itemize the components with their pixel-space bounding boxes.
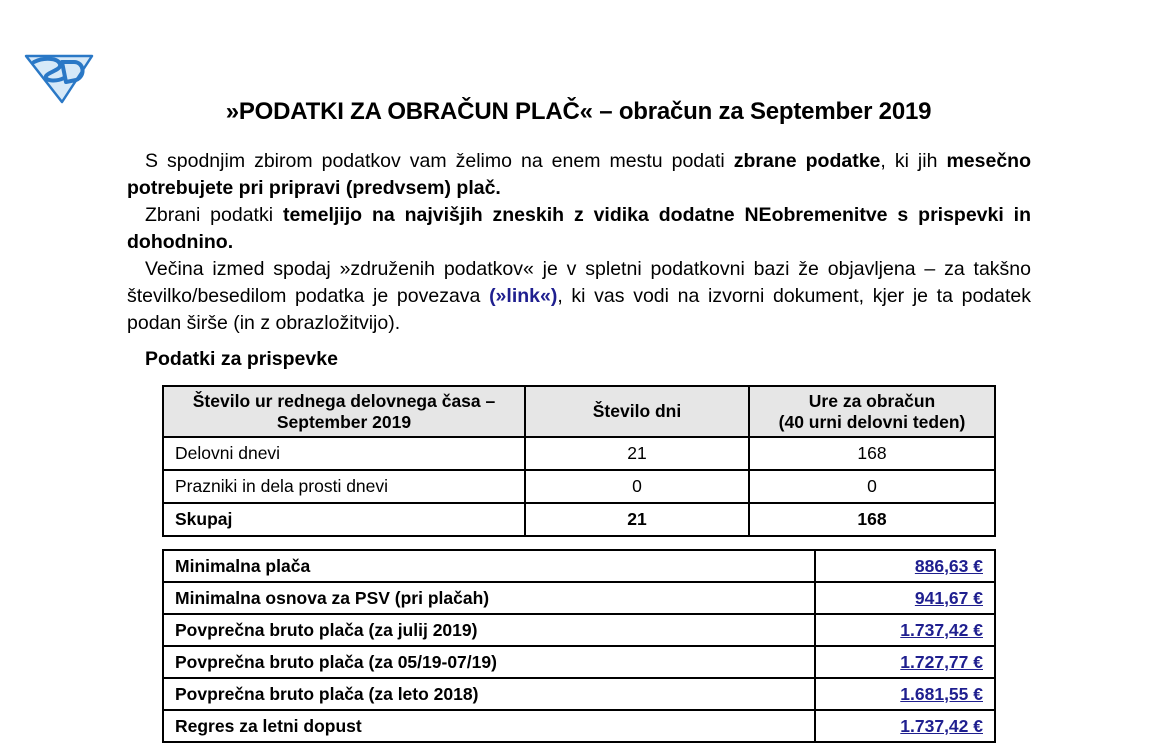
amount-link[interactable]: 1.681,55 € (815, 678, 995, 710)
table-row (163, 437, 995, 470)
intro-paragraph-2 (127, 202, 1031, 256)
row-label: Prazniki in dela prosti dnevi (163, 470, 525, 503)
intro-paragraph-1 (127, 148, 1031, 202)
intro-text-bold: mesečno potrebujete pri pripravi (predvsem) plač. (127, 150, 1031, 199)
header-line: Ure za obračun (808, 390, 936, 411)
column-header-days (525, 386, 749, 437)
total-row (163, 503, 995, 536)
days-cell: 0 (525, 470, 749, 503)
hours-cell: 168 (749, 437, 995, 470)
table-row (163, 710, 995, 742)
amounts-table (162, 549, 996, 743)
header-line: (40 urni delovni teden) (778, 411, 966, 432)
hours-cell: 168 (749, 503, 995, 536)
amount-link[interactable]: 1.737,42 € (815, 710, 995, 742)
sd-logo-icon (22, 48, 96, 104)
hours-cell: 0 (749, 470, 995, 503)
section-title: Podatki za prispevke (145, 348, 338, 370)
amount-label: Povprečna bruto plača (za leto 2018) (163, 678, 815, 710)
working-hours-table (162, 385, 996, 537)
header-line: September 2019 (276, 411, 412, 432)
days-cell: 21 (525, 503, 749, 536)
table-header-row (163, 386, 995, 437)
intro-paragraph-3 (127, 256, 1031, 337)
table-row (163, 582, 995, 614)
header-line: Število ur rednega delovnega časa – (192, 390, 496, 411)
amount-link[interactable]: 941,67 € (815, 582, 995, 614)
header-line: Število dni (592, 401, 682, 421)
amount-link[interactable]: 1.737,42 € (815, 614, 995, 646)
column-header-hours (749, 386, 995, 437)
intro-text-segment: , ki jih (880, 150, 947, 172)
amount-link[interactable]: 1.727,77 € (815, 646, 995, 678)
row-label: Skupaj (163, 503, 525, 536)
amount-label: Regres za letni dopust (163, 710, 815, 742)
intro-text-bold: zbrane podatke (733, 150, 881, 172)
amount-label: Povprečna bruto plača (za julij 2019) (163, 614, 815, 646)
row-label: Delovni dnevi (163, 437, 525, 470)
intro-text-segment: Zbrani podatki (145, 204, 283, 226)
table-row (163, 550, 995, 582)
table-row (163, 646, 995, 678)
table-row (163, 614, 995, 646)
intro-text-bold: temeljijo na najvišjih zneskih z vidika dodatne NEobremenitve s prispevki in dohodnino. (127, 204, 1032, 253)
amount-label: Minimalna osnova za PSV (pri plačah) (163, 582, 815, 614)
document-title: »PODATKI ZA OBRAČUN PLAČ« – obračun za September 2019 (225, 98, 932, 125)
intro-text (127, 148, 1031, 337)
table-row (163, 470, 995, 503)
intro-text-segment: , ki vas vodi na izvorni dokument, kjer je ta podatek podan širše (in z obrazložitvijo). (127, 285, 1032, 334)
column-header-period (163, 386, 525, 437)
amount-label: Minimalna plača (163, 550, 815, 582)
link-marker: (»link«) (489, 285, 558, 307)
amount-link[interactable]: 886,63 € (815, 550, 995, 582)
intro-text-segment: S spodnjim zbirom podatkov vam želimo na enem mestu podati (145, 150, 734, 172)
intro-text-segment: Večina izmed spodaj »združenih podatkov« je v spletni podatkovni bazi že objavljena – za takšno številko/besedilom podatka je povezava (127, 258, 1031, 307)
amount-label: Povprečna bruto plača (za 05/19-07/19) (163, 646, 815, 678)
days-cell: 21 (525, 437, 749, 470)
table-row (163, 678, 995, 710)
